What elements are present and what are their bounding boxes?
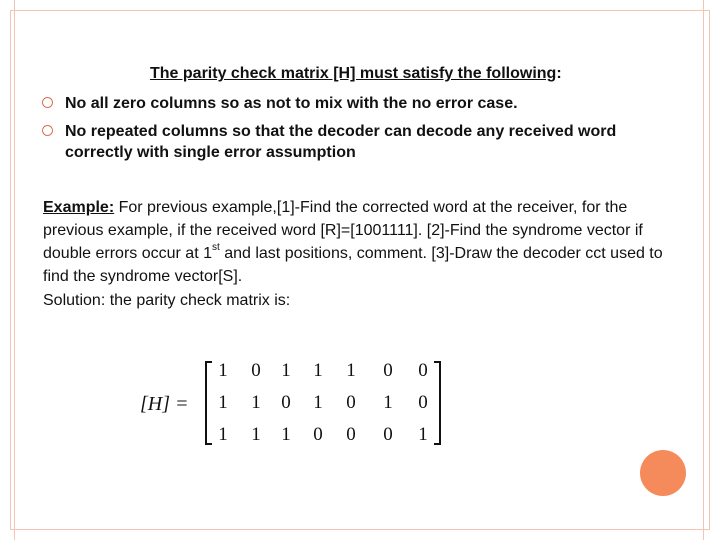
matrix-cell: 0 bbox=[251, 360, 261, 381]
matrix-cell: 1 bbox=[346, 360, 356, 381]
matrix-cell: 1 bbox=[281, 424, 291, 445]
matrix-cell: 0 bbox=[418, 392, 428, 413]
bullet-circle-icon bbox=[42, 97, 53, 108]
matrix-cell: 1 bbox=[218, 360, 228, 381]
heading-colon: : bbox=[556, 65, 562, 82]
example-label: Example: bbox=[43, 199, 115, 216]
matrix-label: [H] = bbox=[140, 393, 189, 415]
matrix-left-bracket bbox=[206, 362, 212, 444]
matrix-cell: 1 bbox=[251, 392, 261, 413]
example-paragraph bbox=[43, 196, 683, 288]
matrix-cell: 0 bbox=[418, 360, 428, 381]
matrix-cell: 0 bbox=[383, 424, 393, 445]
matrix-cell: 1 bbox=[313, 360, 323, 381]
matrix-cell: 0 bbox=[313, 424, 323, 445]
bullet-text: No repeated columns so that the decoder can decode any received word correctly with single error assumption bbox=[65, 123, 617, 161]
parity-check-matrix bbox=[138, 352, 458, 452]
matrix-cell: 1 bbox=[251, 424, 261, 445]
heading-text: The parity check matrix [H] must satisfy the following bbox=[150, 65, 557, 82]
matrix-cell: 1 bbox=[418, 424, 428, 445]
slide-heading bbox=[150, 65, 562, 83]
matrix-cell: 1 bbox=[313, 392, 323, 413]
matrix-right-bracket bbox=[434, 362, 440, 444]
example-superscript: st bbox=[211, 242, 220, 253]
decorative-circle bbox=[640, 450, 686, 496]
matrix-cell: 1 bbox=[218, 392, 228, 413]
matrix-cell: 1 bbox=[218, 424, 228, 445]
example-text-1: For previous example,[1]-Find the corrected word at the receiver, for the previous example, if the received word [R]=[1001111]. [2]-Find the syndrome vector if double errors occur at 1 bbox=[43, 199, 643, 262]
matrix-cell: 0 bbox=[281, 392, 291, 413]
matrix-cell: 0 bbox=[346, 392, 356, 413]
bullet-text: No all zero columns so as not to mix with the no error case. bbox=[65, 95, 518, 112]
matrix-cell: 0 bbox=[383, 360, 393, 381]
matrix-cell: 1 bbox=[281, 360, 291, 381]
solution-text: Solution: the parity check matrix is: bbox=[43, 292, 291, 309]
bullet-circle-icon bbox=[42, 125, 53, 136]
matrix-cell: 1 bbox=[383, 392, 393, 413]
example-text-2: and last positions, comment. [3]-Draw the decoder cct used to find the syndrome vector[S]. bbox=[43, 245, 663, 285]
matrix-cell: 0 bbox=[346, 424, 356, 445]
